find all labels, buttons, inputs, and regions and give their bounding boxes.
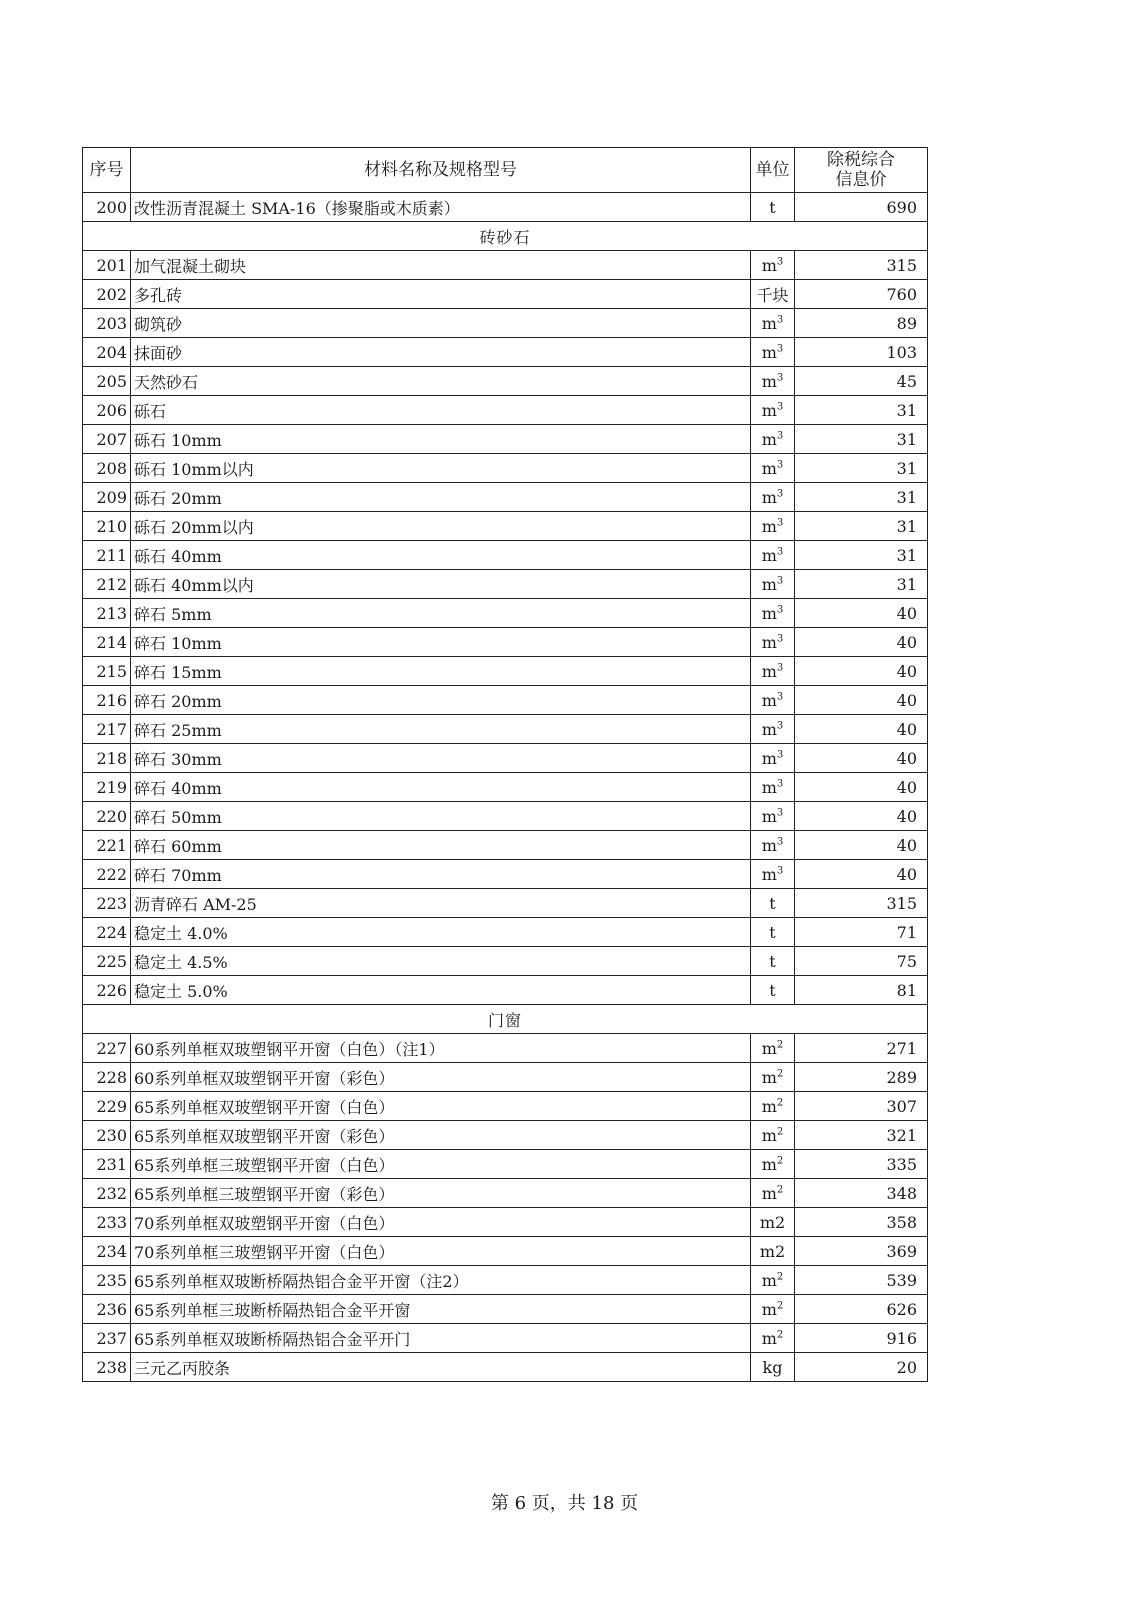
unit-text: t: [769, 980, 776, 1000]
cell-serial-no: 229: [83, 1092, 131, 1121]
cell-material-name: 碎石 30mm: [131, 744, 751, 773]
section-header-row: [83, 222, 928, 251]
unit-text: m: [761, 806, 777, 826]
unit-superscript: 3: [776, 720, 784, 732]
table-row: [83, 860, 928, 889]
cell-price: 89: [795, 309, 928, 338]
cell-unit: [751, 541, 795, 570]
table-row: [83, 1150, 928, 1179]
table-row: [83, 1266, 928, 1295]
cell-price: 690: [795, 193, 928, 222]
cell-serial-no: 234: [83, 1237, 131, 1266]
unit-text: m: [761, 1154, 777, 1174]
cell-material-name: 多孔砖: [131, 280, 751, 309]
cell-material-name: 砾石 20mm: [131, 483, 751, 512]
unit-text: t: [769, 893, 776, 913]
header-price-line1: 除税综合: [827, 150, 895, 170]
cell-price: 20: [795, 1353, 928, 1382]
cell-price: 335: [795, 1150, 928, 1179]
cell-material-name: 砌筑砂: [131, 309, 751, 338]
cell-serial-no: 237: [83, 1324, 131, 1353]
cell-price: 315: [795, 889, 928, 918]
unit-text: t: [769, 197, 776, 217]
cell-serial-no: 220: [83, 802, 131, 831]
cell-serial-no: 216: [83, 686, 131, 715]
cell-material-name: 三元乙丙胶条: [131, 1353, 751, 1382]
cell-price: 31: [795, 425, 928, 454]
table-row: [83, 802, 928, 831]
cell-serial-no: 236: [83, 1295, 131, 1324]
cell-material-name: 70系列单框双玻塑钢平开窗（白色）: [131, 1208, 751, 1237]
cell-material-name: 碎石 5mm: [131, 599, 751, 628]
cell-price: 40: [795, 599, 928, 628]
cell-serial-no: 208: [83, 454, 131, 483]
cell-price: 348: [795, 1179, 928, 1208]
unit-text: m: [761, 1067, 777, 1087]
unit-superscript: 3: [776, 401, 784, 413]
cell-unit: [751, 918, 795, 947]
unit-text: m: [761, 835, 777, 855]
cell-unit: [751, 773, 795, 802]
table-row: [83, 715, 928, 744]
cell-price: 31: [795, 483, 928, 512]
material-price-table: [82, 147, 928, 1382]
cell-price: 271: [795, 1034, 928, 1063]
cell-serial-no: 215: [83, 657, 131, 686]
cell-serial-no: 225: [83, 947, 131, 976]
cell-serial-no: 235: [83, 1266, 131, 1295]
unit-text: m: [761, 1270, 777, 1290]
unit-superscript: 3: [776, 604, 784, 616]
cell-unit: [751, 396, 795, 425]
table-row: [83, 193, 928, 222]
unit-text: m: [761, 1038, 777, 1058]
cell-serial-no: 201: [83, 251, 131, 280]
cell-unit: [751, 947, 795, 976]
cell-serial-no: 222: [83, 860, 131, 889]
unit-superscript: 3: [776, 430, 784, 442]
unit-text: m: [761, 429, 777, 449]
unit-text: m: [761, 1096, 777, 1116]
cell-unit: [751, 831, 795, 860]
table-header-row: [83, 148, 928, 193]
cell-material-name: 65系列单框三玻塑钢平开窗（彩色）: [131, 1179, 751, 1208]
cell-unit: [751, 309, 795, 338]
unit-text: m: [761, 1328, 777, 1348]
unit-superscript: 2: [776, 1126, 784, 1138]
cell-material-name: 65系列单框双玻断桥隔热铝合金平开门: [131, 1324, 751, 1353]
cell-unit: [751, 802, 795, 831]
unit-superscript: 3: [776, 807, 784, 819]
unit-text: m: [761, 1125, 777, 1145]
table-row: [83, 1034, 928, 1063]
unit-text: m: [761, 777, 777, 797]
cell-serial-no: 217: [83, 715, 131, 744]
table-row: [83, 570, 928, 599]
unit-text: m: [761, 458, 777, 478]
unit-superscript: 3: [776, 749, 784, 761]
cell-serial-no: 231: [83, 1150, 131, 1179]
cell-unit: [751, 512, 795, 541]
unit-text: m: [761, 1183, 777, 1203]
table-row: [83, 1353, 928, 1382]
cell-material-name: 加气混凝土砌块: [131, 251, 751, 280]
cell-serial-no: 227: [83, 1034, 131, 1063]
cell-price: 369: [795, 1237, 928, 1266]
cell-material-name: 碎石 20mm: [131, 686, 751, 715]
cell-material-name: 天然砂石: [131, 367, 751, 396]
table-row: [83, 1121, 928, 1150]
cell-price: 45: [795, 367, 928, 396]
cell-serial-no: 205: [83, 367, 131, 396]
unit-superscript: 3: [776, 314, 784, 326]
cell-price: 307: [795, 1092, 928, 1121]
cell-price: 31: [795, 454, 928, 483]
unit-superscript: 3: [776, 836, 784, 848]
table-row: [83, 599, 928, 628]
unit-superscript: 2: [776, 1068, 784, 1080]
table-row: [83, 338, 928, 367]
cell-unit: [751, 1208, 795, 1237]
cell-serial-no: 219: [83, 773, 131, 802]
cell-material-name: 65系列单框双玻塑钢平开窗（白色）: [131, 1092, 751, 1121]
cell-unit: [751, 976, 795, 1005]
unit-text: m: [761, 719, 777, 739]
table-row: [83, 744, 928, 773]
cell-serial-no: 202: [83, 280, 131, 309]
cell-material-name: 65系列单框双玻塑钢平开窗（彩色）: [131, 1121, 751, 1150]
unit-superscript: 2: [776, 1184, 784, 1196]
unit-text: 千块: [756, 285, 789, 305]
cell-material-name: 抹面砂: [131, 338, 751, 367]
unit-superscript: 3: [776, 662, 784, 674]
cell-unit: [751, 1295, 795, 1324]
cell-serial-no: 209: [83, 483, 131, 512]
table-row: [83, 773, 928, 802]
unit-superscript: 3: [776, 546, 784, 558]
unit-text: m: [761, 690, 777, 710]
cell-serial-no: 207: [83, 425, 131, 454]
unit-text: m: [761, 574, 777, 594]
unit-superscript: 2: [776, 1271, 784, 1283]
unit-text: m: [761, 545, 777, 565]
unit-superscript: 2: [776, 1155, 784, 1167]
header-material-name: 材料名称及规格型号: [131, 148, 751, 193]
cell-price: 40: [795, 831, 928, 860]
unit-superscript: 2: [776, 1329, 784, 1341]
cell-serial-no: 200: [83, 193, 131, 222]
cell-unit: [751, 454, 795, 483]
unit-text: m: [761, 516, 777, 536]
cell-unit: [751, 1034, 795, 1063]
cell-unit: [751, 280, 795, 309]
cell-price: 40: [795, 860, 928, 889]
cell-material-name: 砾石: [131, 396, 751, 425]
unit-text: m: [761, 255, 777, 275]
cell-unit: [751, 1179, 795, 1208]
unit-superscript: 3: [776, 633, 784, 645]
cell-price: 539: [795, 1266, 928, 1295]
table-row: [83, 483, 928, 512]
unit-text: m2: [759, 1212, 786, 1232]
cell-material-name: 碎石 40mm: [131, 773, 751, 802]
cell-material-name: 碎石 70mm: [131, 860, 751, 889]
cell-price: 75: [795, 947, 928, 976]
cell-material-name: 65系列单框三玻断桥隔热铝合金平开窗: [131, 1295, 751, 1324]
section-header-row: [83, 1005, 928, 1034]
cell-unit: [751, 889, 795, 918]
cell-price: 31: [795, 396, 928, 425]
cell-material-name: 65系列单框双玻断桥隔热铝合金平开窗（注2）: [131, 1266, 751, 1295]
cell-unit: [751, 338, 795, 367]
cell-price: 916: [795, 1324, 928, 1353]
unit-text: m: [761, 371, 777, 391]
table-row: [83, 1295, 928, 1324]
cell-price: 40: [795, 802, 928, 831]
cell-material-name: 碎石 60mm: [131, 831, 751, 860]
cell-unit: [751, 1266, 795, 1295]
unit-text: m: [761, 313, 777, 333]
table-row: [83, 889, 928, 918]
cell-material-name: 砾石 20mm以内: [131, 512, 751, 541]
unit-superscript: 3: [776, 691, 784, 703]
cell-price: 103: [795, 338, 928, 367]
cell-unit: [751, 599, 795, 628]
table-row: [83, 1208, 928, 1237]
table-row: [83, 1179, 928, 1208]
unit-superscript: 3: [776, 372, 784, 384]
cell-unit: [751, 1353, 795, 1382]
table-row: [83, 251, 928, 280]
unit-superscript: 3: [776, 865, 784, 877]
table-row: [83, 367, 928, 396]
cell-serial-no: 230: [83, 1121, 131, 1150]
unit-superscript: 2: [776, 1039, 784, 1051]
cell-material-name: 碎石 10mm: [131, 628, 751, 657]
table-row: [83, 686, 928, 715]
table-row: [83, 657, 928, 686]
unit-text: m: [761, 748, 777, 768]
cell-unit: [751, 628, 795, 657]
unit-text: m: [761, 661, 777, 681]
unit-text: m: [761, 864, 777, 884]
cell-serial-no: 203: [83, 309, 131, 338]
cell-price: 40: [795, 657, 928, 686]
cell-material-name: 改性沥青混凝土 SMA-16（掺聚脂或木质素）: [131, 193, 751, 222]
cell-serial-no: 232: [83, 1179, 131, 1208]
unit-text: m: [761, 603, 777, 623]
cell-unit: [751, 860, 795, 889]
unit-superscript: 3: [776, 343, 784, 355]
table-row: [83, 512, 928, 541]
table-row: [83, 1063, 928, 1092]
table-body: [83, 193, 928, 1382]
unit-superscript: 3: [776, 517, 784, 529]
cell-price: 358: [795, 1208, 928, 1237]
page-number-footer: 第 6 页，共 18 页: [490, 1493, 639, 1514]
cell-serial-no: 238: [83, 1353, 131, 1382]
cell-serial-no: 204: [83, 338, 131, 367]
cell-material-name: 65系列单框三玻塑钢平开窗（白色）: [131, 1150, 751, 1179]
cell-price: 40: [795, 773, 928, 802]
cell-unit: [751, 715, 795, 744]
cell-serial-no: 228: [83, 1063, 131, 1092]
unit-text: m: [761, 1299, 777, 1319]
cell-unit: [751, 1092, 795, 1121]
cell-price: 626: [795, 1295, 928, 1324]
cell-serial-no: 223: [83, 889, 131, 918]
cell-price: 315: [795, 251, 928, 280]
cell-material-name: 碎石 50mm: [131, 802, 751, 831]
unit-text: t: [769, 922, 776, 942]
cell-unit: [751, 1324, 795, 1353]
header-price-line2: 信息价: [835, 170, 887, 190]
unit-superscript: 3: [776, 575, 784, 587]
unit-superscript: 2: [776, 1097, 784, 1109]
cell-serial-no: 218: [83, 744, 131, 773]
table-row: [83, 1324, 928, 1353]
unit-superscript: 3: [776, 488, 784, 500]
cell-material-name: 砾石 40mm以内: [131, 570, 751, 599]
section-title: 砖砂石: [83, 222, 928, 251]
cell-serial-no: 213: [83, 599, 131, 628]
cell-unit: [751, 686, 795, 715]
cell-material-name: 砾石 10mm: [131, 425, 751, 454]
table-row: [83, 425, 928, 454]
cell-serial-no: 206: [83, 396, 131, 425]
cell-price: 321: [795, 1121, 928, 1150]
cell-material-name: 70系列单框三玻塑钢平开窗（白色）: [131, 1237, 751, 1266]
cell-serial-no: 221: [83, 831, 131, 860]
unit-text: kg: [762, 1357, 783, 1377]
cell-unit: [751, 657, 795, 686]
cell-material-name: 砾石 40mm: [131, 541, 751, 570]
cell-unit: [751, 251, 795, 280]
unit-text: t: [769, 951, 776, 971]
cell-price: 760: [795, 280, 928, 309]
cell-material-name: 砾石 10mm以内: [131, 454, 751, 483]
cell-material-name: 60系列单框双玻塑钢平开窗（白色）（注1）: [131, 1034, 751, 1063]
unit-text: m: [761, 342, 777, 362]
cell-unit: [751, 570, 795, 599]
unit-text: m: [761, 487, 777, 507]
cell-material-name: 碎石 15mm: [131, 657, 751, 686]
cell-price: 31: [795, 512, 928, 541]
unit-text: m: [761, 400, 777, 420]
table-row: [83, 1092, 928, 1121]
cell-price: 40: [795, 628, 928, 657]
cell-price: 81: [795, 976, 928, 1005]
cell-serial-no: 224: [83, 918, 131, 947]
cell-unit: [751, 1121, 795, 1150]
table-row: [83, 628, 928, 657]
table-row: [83, 396, 928, 425]
cell-unit: [751, 1063, 795, 1092]
unit-superscript: 3: [776, 778, 784, 790]
table-row: [83, 454, 928, 483]
cell-unit: [751, 1237, 795, 1266]
table-row: [83, 1237, 928, 1266]
cell-unit: [751, 367, 795, 396]
cell-serial-no: 211: [83, 541, 131, 570]
unit-superscript: 2: [776, 1300, 784, 1312]
cell-serial-no: 212: [83, 570, 131, 599]
header-price: [795, 148, 928, 193]
header-serial-no: 序号: [83, 148, 131, 193]
cell-price: 40: [795, 715, 928, 744]
cell-material-name: 稳定土 4.0%: [131, 918, 751, 947]
table-row: [83, 831, 928, 860]
cell-price: 40: [795, 744, 928, 773]
cell-price: 289: [795, 1063, 928, 1092]
cell-price: 40: [795, 686, 928, 715]
table-row: [83, 541, 928, 570]
unit-superscript: 3: [776, 256, 784, 268]
cell-material-name: 稳定土 5.0%: [131, 976, 751, 1005]
cell-material-name: 稳定土 4.5%: [131, 947, 751, 976]
unit-text: m2: [759, 1241, 786, 1261]
cell-unit: [751, 425, 795, 454]
table-row: [83, 976, 928, 1005]
cell-serial-no: 214: [83, 628, 131, 657]
cell-serial-no: 210: [83, 512, 131, 541]
cell-material-name: 碎石 25mm: [131, 715, 751, 744]
cell-material-name: 60系列单框双玻塑钢平开窗（彩色）: [131, 1063, 751, 1092]
unit-superscript: 3: [776, 459, 784, 471]
cell-price: 31: [795, 570, 928, 599]
cell-price: 31: [795, 541, 928, 570]
cell-unit: [751, 1150, 795, 1179]
cell-unit: [751, 483, 795, 512]
section-title: 门窗: [83, 1005, 928, 1034]
unit-text: m: [761, 632, 777, 652]
cell-unit: [751, 744, 795, 773]
cell-serial-no: 233: [83, 1208, 131, 1237]
cell-serial-no: 226: [83, 976, 131, 1005]
table-row: [83, 280, 928, 309]
table-row: [83, 309, 928, 338]
header-unit: 单位: [751, 148, 795, 193]
cell-price: 71: [795, 918, 928, 947]
cell-unit: [751, 193, 795, 222]
cell-material-name: 沥青碎石 AM-25: [131, 889, 751, 918]
table-row: [83, 918, 928, 947]
table-row: [83, 947, 928, 976]
